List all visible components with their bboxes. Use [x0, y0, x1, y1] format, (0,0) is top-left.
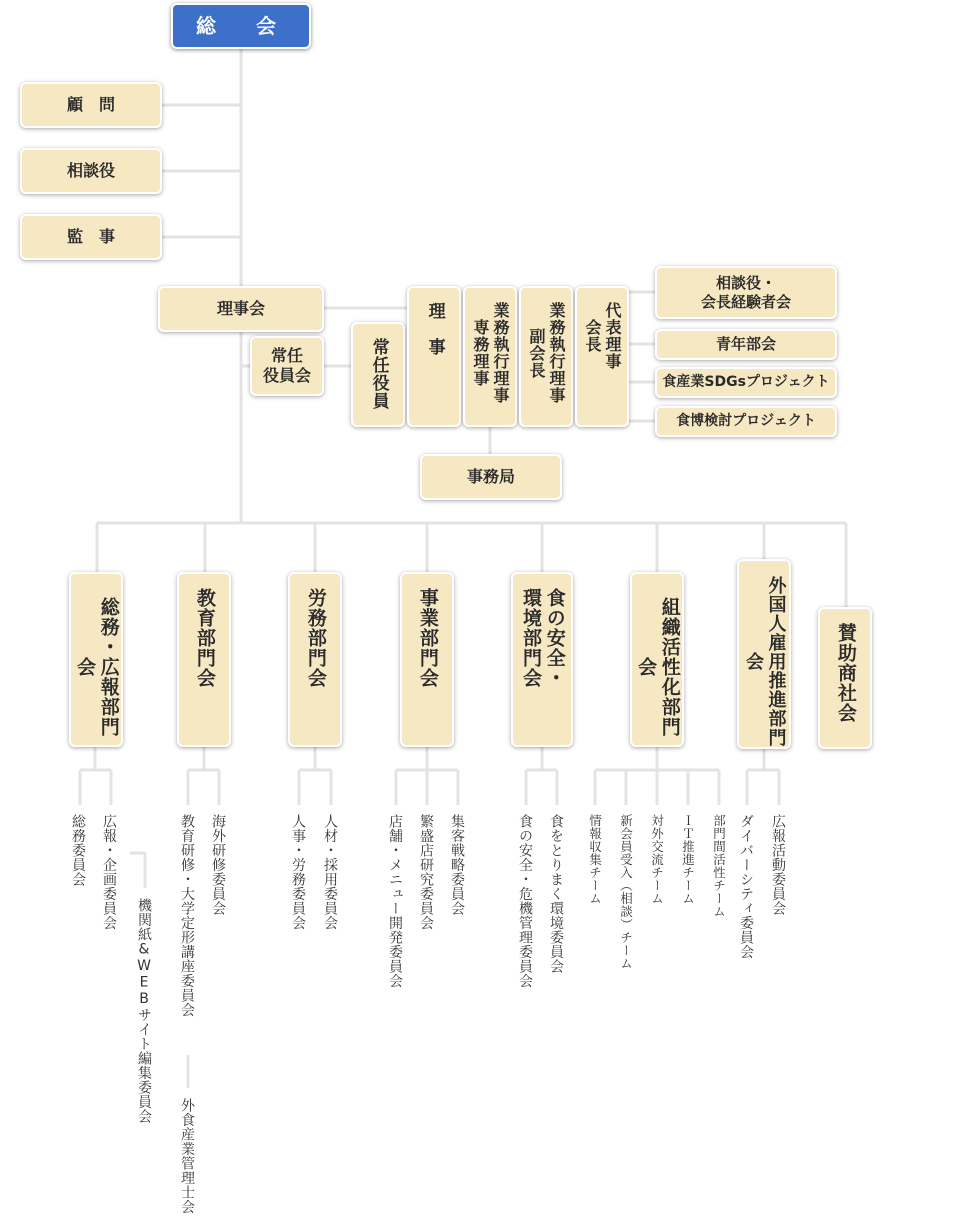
counselor-box: [20, 148, 162, 194]
youth-label: 青年部会: [715, 335, 776, 354]
division-box-foreign-employment: [737, 559, 791, 749]
division-label-foreign-employment: 外国人雇用推進部門会: [743, 575, 787, 747]
officer-box-chair: [575, 286, 629, 427]
elders-label: 相談役・ 会長経験者会: [700, 273, 791, 311]
counselor-label: 相談役: [66, 161, 115, 180]
expo-label: 食博検討プロジェクト: [676, 412, 816, 429]
advisor-label: 顧 問: [66, 95, 115, 114]
division-label-supporting-companies: 賛助商社会: [834, 623, 857, 723]
officer-box-director: [407, 286, 461, 427]
division-box-labor: [288, 572, 342, 747]
elders-box: [655, 266, 837, 319]
committee-general-affairs: 総務委員会: [70, 814, 86, 887]
division-box-food-safety: [511, 572, 573, 747]
expo-box: [655, 406, 837, 437]
committee-recruitment: 人材・採用委員会: [322, 814, 338, 930]
committee-pr-planning: 広報・企画委員会: [101, 814, 117, 930]
committee-hr-labor: 人事・労務委員会: [290, 814, 306, 930]
general-meeting-box: [171, 3, 311, 49]
division-box-supporting-companies: [818, 607, 872, 749]
officer-label-vice-chair: 業務執行理事 副会長: [527, 302, 566, 404]
sdgs-label: 食産業SDGsプロジェクト: [662, 373, 830, 390]
division-label-food-safety: 食の安全・ 環境部門会: [520, 588, 566, 688]
committee-food-environment: 食をとりまく環境委員会: [548, 814, 564, 974]
division-label-labor: 労務部門会: [304, 588, 327, 688]
team-external-exchange: 対外交流チーム: [649, 814, 665, 905]
auditor-box: [20, 214, 162, 260]
officer-box-vice-chair: [519, 286, 573, 427]
officer-label-chair: 代表理事 会長: [583, 302, 622, 370]
board-box: [158, 286, 324, 332]
team-it-promotion: ＩＴ推進チーム: [680, 814, 696, 905]
committee-store-menu: 店舗・メニュー開発委員会: [387, 814, 403, 988]
committee-customer-strategy: 集客戦略委員会: [449, 814, 465, 916]
committee-overseas-training: 海外研修委員会: [210, 814, 226, 916]
standing-committee-box: [250, 336, 324, 396]
team-new-members: 新会員受入（相談）チーム: [618, 814, 634, 970]
committee-food-safety-risk: 食の安全・危機管理委員会: [517, 814, 533, 988]
officer-label-director: 理 事: [424, 302, 445, 356]
team-inter-department: 部門間活性チーム: [711, 814, 727, 918]
division-box-organization: [630, 572, 684, 747]
division-box-general-affairs: [69, 572, 123, 747]
secretariat-label: 事務局: [466, 467, 515, 486]
officer-label-managing-director: 業務執行理事 専務理事: [471, 302, 510, 404]
general-meeting-label: 総 会: [196, 13, 286, 38]
advisor-box: [20, 82, 162, 128]
secretariat-box: [420, 454, 562, 500]
division-label-business: 事業部門会: [416, 588, 439, 688]
committee-successful-stores: 繁盛店研究委員会: [418, 814, 434, 930]
auditor-label: 監 事: [66, 227, 115, 246]
officer-box-managing-director: [463, 286, 517, 427]
board-label: 理事会: [216, 299, 265, 318]
team-information: 情報収集チーム: [587, 814, 603, 905]
committee-diversity: ダイバーシティ委員会: [738, 814, 754, 959]
division-label-organization: 組織活性化部門会: [635, 596, 681, 737]
committee-education-training: 教育研修・大学定形講座委員会: [179, 814, 195, 1017]
officer-label-standing: 常任役員: [368, 338, 389, 410]
division-box-education: [177, 572, 231, 747]
division-box-business: [400, 572, 454, 747]
division-label-general-affairs: 総務・広報部門会: [74, 596, 120, 737]
committee-food-industry-managers: 外食産業管理士会: [179, 1098, 195, 1214]
sdgs-box: [655, 367, 837, 398]
youth-box: [655, 329, 837, 360]
committee-pr-activities: 広報活動委員会: [770, 814, 786, 916]
committee-newsletter-web: 機関紙&WEBサイト編集委員会: [136, 898, 152, 1124]
officer-box-standing: [351, 322, 405, 427]
standing-committee-label: 常任 役員会: [262, 346, 311, 385]
division-label-education: 教育部門会: [193, 588, 216, 688]
